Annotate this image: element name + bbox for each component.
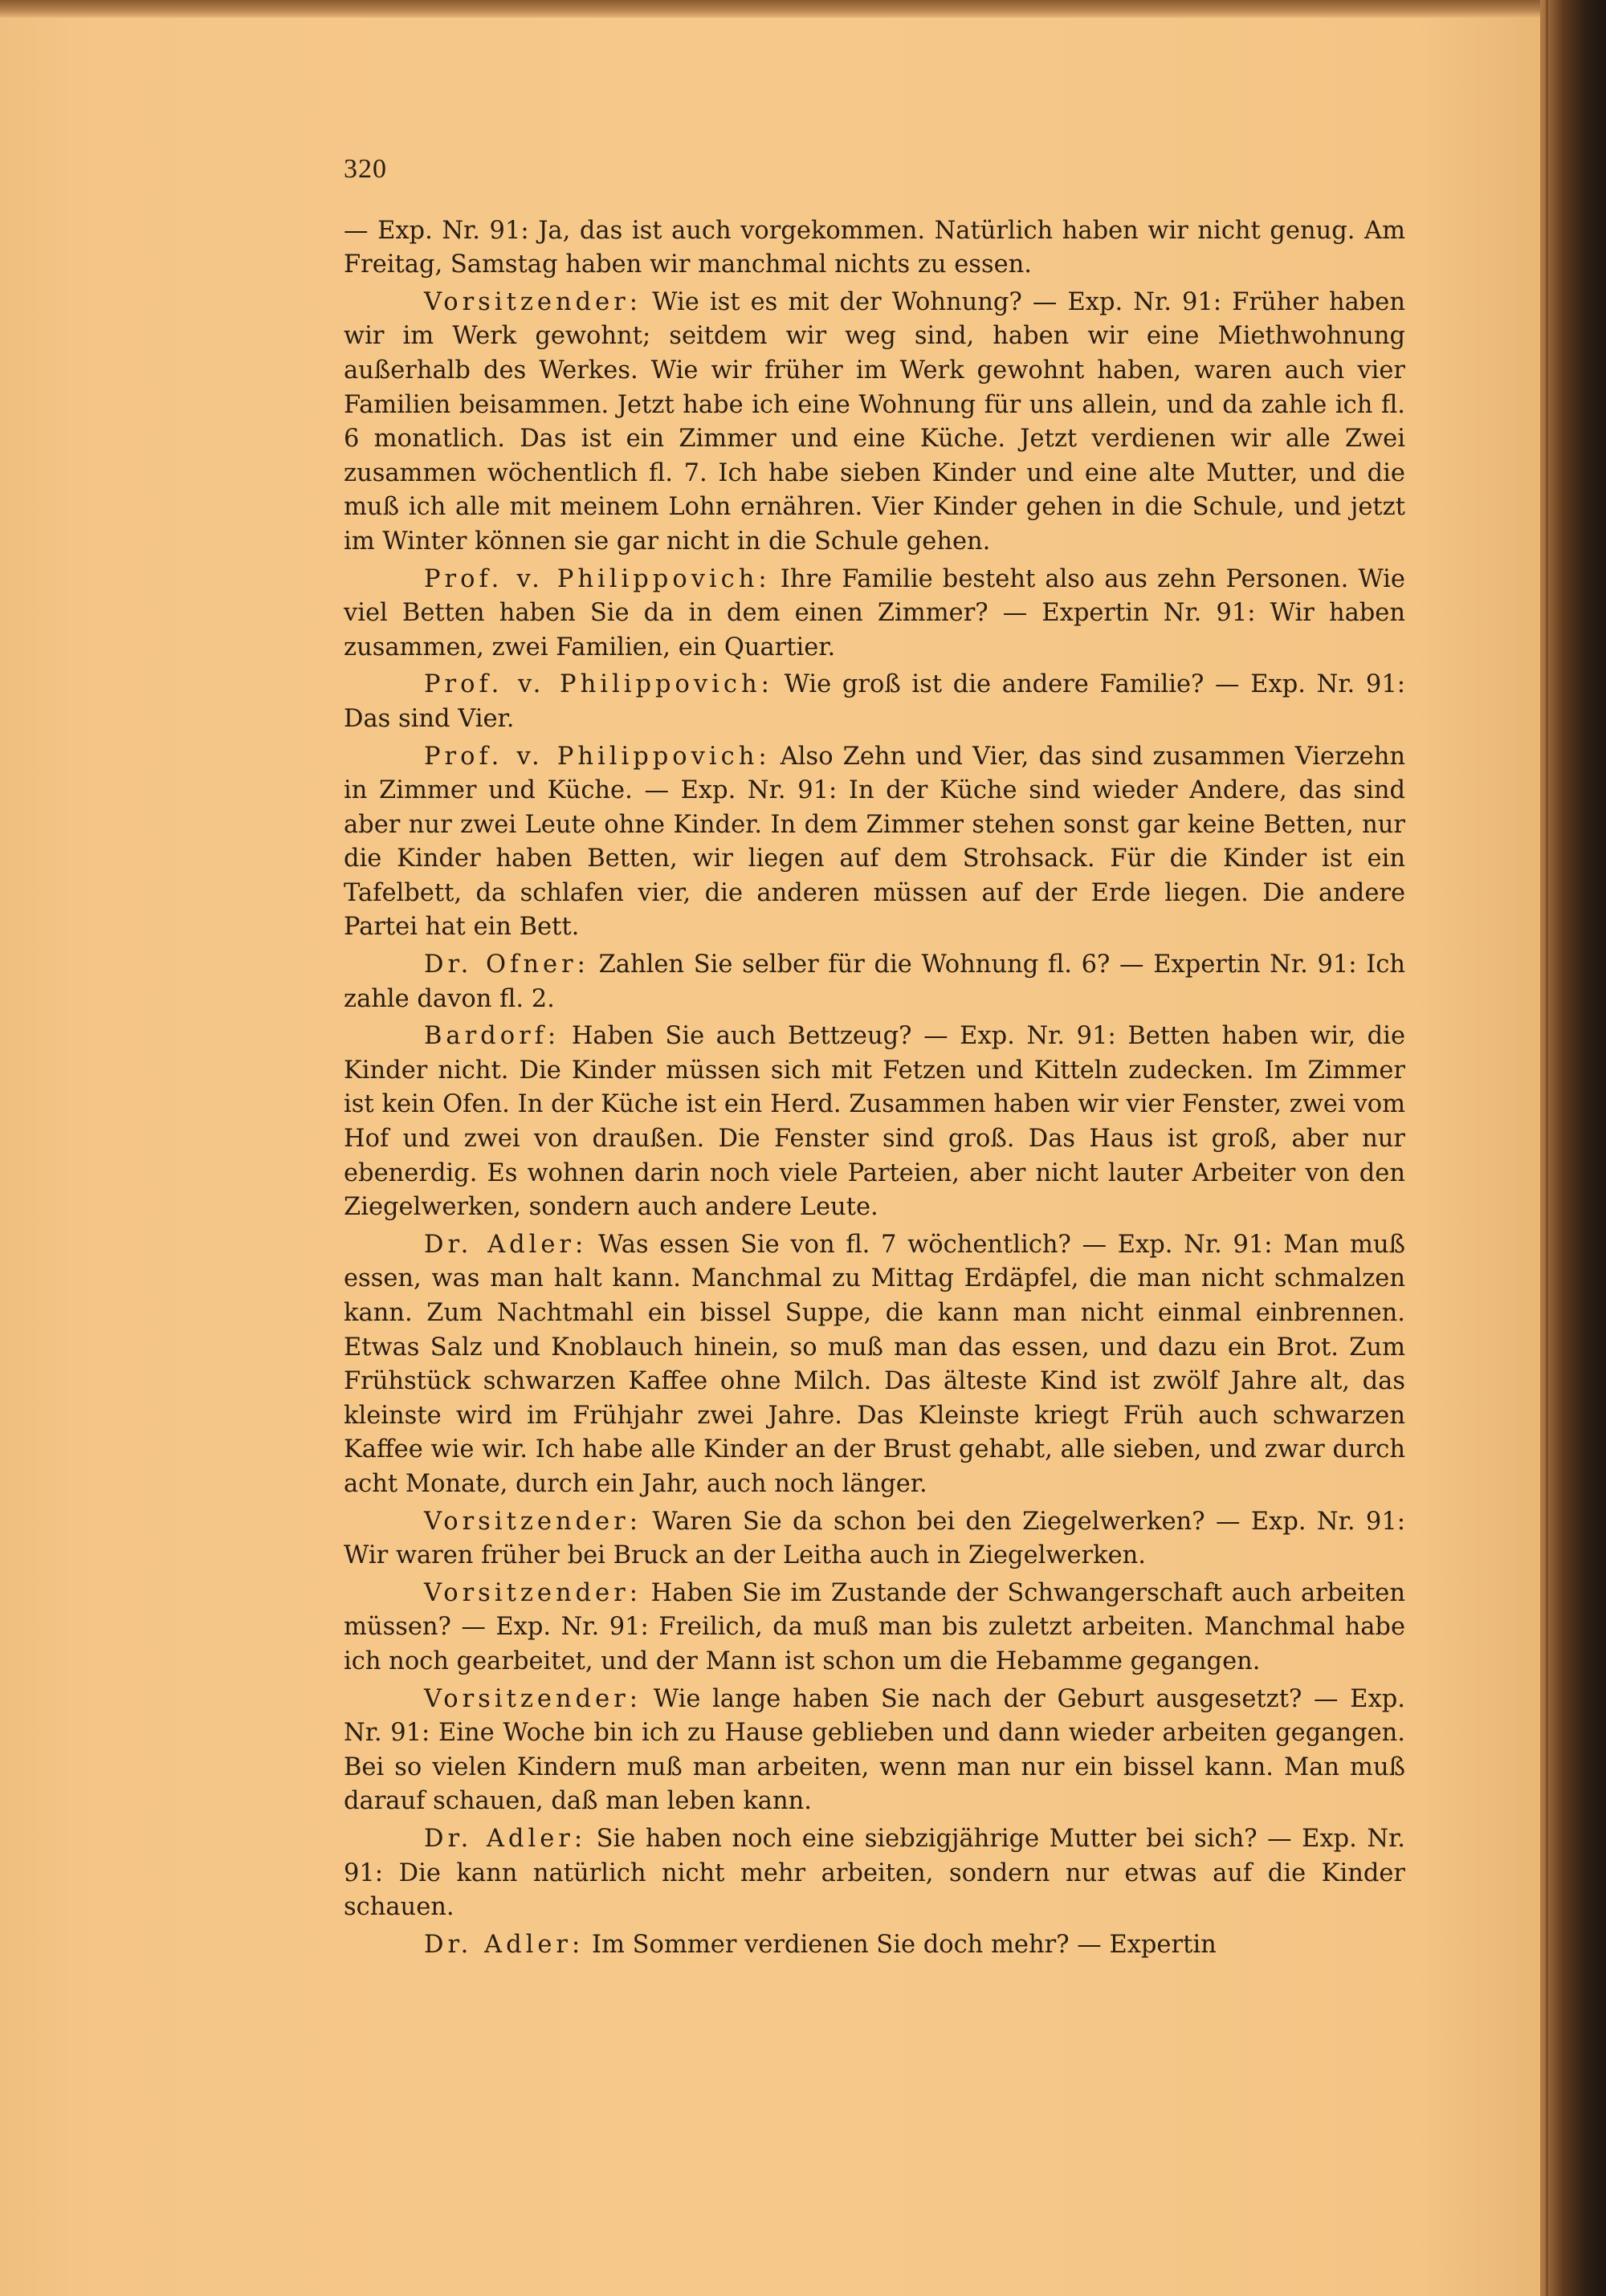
paragraph <box>344 668 1405 736</box>
speaker-name: Prof. v. Philippovich: <box>424 742 771 771</box>
page-top-edge <box>0 0 1606 18</box>
paragraph <box>344 563 1405 666</box>
paragraph <box>344 948 1405 1016</box>
page-number: 320 <box>344 154 387 184</box>
paragraph-text: Haben Sie im Zustande der Schwangerschaft auch arbeiten müssen? — Exp. Nr. 91: Freilich, da muß man bis zuletzt arbeiten. Manchmal habe ich noch gearbeitet, und der Mann ist schon um die Hebamme gegangen. <box>344 1578 1405 1675</box>
speaker-name: Prof. v. Philippovich: <box>424 564 771 593</box>
paragraph <box>344 1228 1405 1502</box>
paragraph-text: Haben Sie auch Bettzeug? — Exp. Nr. 91: Betten haben wir, die Kinder nicht. Die Kinder müssen sich mit Fetzen und Kitteln zudecken. Im Zimmer ist kein Ofen. In der Küche ist ein Herd. Zusammen haben wir vier Fenster, zwei vom Hof und zwei von draußen. Die Fenster sind groß. Das Haus ist groß, aber nur ebenerdig. Es wohnen darin noch viele Parteien, aber nicht lauter Arbeiter von den Ziegelwerken, sondern auch andere Leute. <box>344 1022 1405 1222</box>
paragraph-text: Waren Sie da schon bei den Ziegelwerken? — Exp. Nr. 91: Wir waren früher bei Bruck an der Leitha auch in Ziegelwerken. <box>344 1507 1405 1570</box>
paragraph-text: Ihre Familie besteht also aus zehn Personen. Wie viel Betten haben Sie da in dem einen Zimmer? — Expertin Nr. 91: Wir haben zusammen, zwei Familien, ein Quartier. <box>344 564 1405 662</box>
paragraph-text: Was essen Sie von fl. 7 wöchentlich? — Exp. Nr. 91: Man muß essen, was man halt kann. Manchmal zu Mittag Erdäpfel, die man nicht schmalzen kann. Zum Nachtmahl ein bissel Suppe, die kann man nicht einmal einbrennen. Etwas Salz und Knoblauch hinein, so muß man das essen, und dazu ein Brot. Zum Frühstück schwarzen Kaffee ohne Milch. Das älteste Kind ist zwölf Jahre alt, das kleinste wird im Frühjahr zwei Jahre. Das Kleinste kriegt Früh auch schwarzen Kaffee wie wir. Ich habe alle Kinder an der Brust gehabt, alle sieben, und zwar durch acht Monate, durch ein Jahr, auch noch länger. <box>344 1230 1405 1498</box>
paragraph-text: — Exp. Nr. 91: Ja, das ist auch vorgekommen. Natürlich haben wir nicht genug. Am Freitag, Samstag haben wir manchmal nichts zu essen. <box>344 216 1405 279</box>
paragraph <box>344 1928 1405 1963</box>
paragraph <box>344 286 1405 560</box>
spine-crease <box>1546 0 1548 2296</box>
speaker-name: Vorsitzender: <box>424 287 642 316</box>
paragraph-text: Wie lange haben Sie nach der Geburt ausgesetzt? — Exp. Nr. 91: Eine Woche bin ich zu Hause geblieben und dann wieder arbeiten gegangen. Bei so vielen Kindern muß man arbeiten, wenn man nur ein bissel kann. Man muß darauf schauen, daß man leben kann. <box>344 1684 1405 1816</box>
paragraph <box>344 1577 1405 1679</box>
paragraph-text: Wie groß ist die andere Familie? — Exp. Nr. 91: Das sind Vier. <box>344 670 1405 733</box>
paragraph <box>344 1505 1405 1573</box>
paragraph-text: Also Zehn und Vier, das sind zusammen Vierzehn in Zimmer und Küche. — Exp. Nr. 91: In der Küche sind wieder Andere, das sind aber nur zwei Leute ohne Kinder. In dem Zimmer stehen sonst gar keine Betten, nur die Kinder haben Betten, wir liegen auf dem Strohsack. Für die Kinder ist ein Tafelbett, da schlafen vier, die anderen müssen auf der Erde liegen. Die andere Partei hat ein Bett. <box>344 742 1405 942</box>
paragraph <box>344 214 1405 283</box>
paragraph-text: Zahlen Sie selber für die Wohnung fl. 6? — Expertin Nr. 91: Ich zahle davon fl. 2. <box>344 951 1405 1013</box>
speaker-name: Dr. Ofner: <box>424 951 589 979</box>
speaker-name: Prof. v. Philippovich: <box>424 670 773 699</box>
paragraph <box>344 1683 1405 1819</box>
speaker-name: Dr. Adler: <box>424 1930 585 1959</box>
paragraph <box>344 1822 1405 1925</box>
text-column <box>344 153 1405 1965</box>
speaker-name: Vorsitzender: <box>424 1684 642 1713</box>
paragraph-text: Sie haben noch eine siebzigjährige Mutter bei sich? — Exp. Nr. 91: Die kann natürlich nicht mehr arbeiten, sondern nur etwas auf die Kinder schauen. <box>344 1824 1405 1922</box>
speaker-name: Dr. Adler: <box>424 1824 587 1853</box>
speaker-name: Vorsitzender: <box>424 1578 642 1607</box>
paragraph-text: Im Sommer verdienen Sie doch mehr? — Expertin <box>592 1930 1217 1959</box>
speaker-name: Bardorf: <box>424 1022 560 1051</box>
paragraph-text: Wie ist es mit der Wohnung? — Exp. Nr. 91: Früher haben wir im Werk gewohnt; seitdem wir weg sind, haben wir eine Miethwohnung außerhalb des Werkes. Wie wir früher im Werk gewohnt haben, waren auch vier Familien beisammen. Jetzt habe ich eine Wohnung für uns allein, und da zahle ich fl. 6 monatlich. Das ist ein Zimmer und eine Küche. Jetzt verdienen wir alle Zwei zusammen wöchentlich fl. 7. Ich habe sieben Kinder und eine alte Mutter, und die muß ich alle mit meinem Lohn ernähren. Vier Kinder gehen in die Schule, und jetzt im Winter können sie gar nicht in die Schule gehen. <box>344 287 1405 556</box>
speaker-name: Dr. Adler: <box>424 1230 588 1259</box>
paragraph <box>344 740 1405 946</box>
book-spine <box>1540 0 1606 2296</box>
speaker-name: Vorsitzender: <box>424 1507 642 1536</box>
paragraph <box>344 1020 1405 1225</box>
